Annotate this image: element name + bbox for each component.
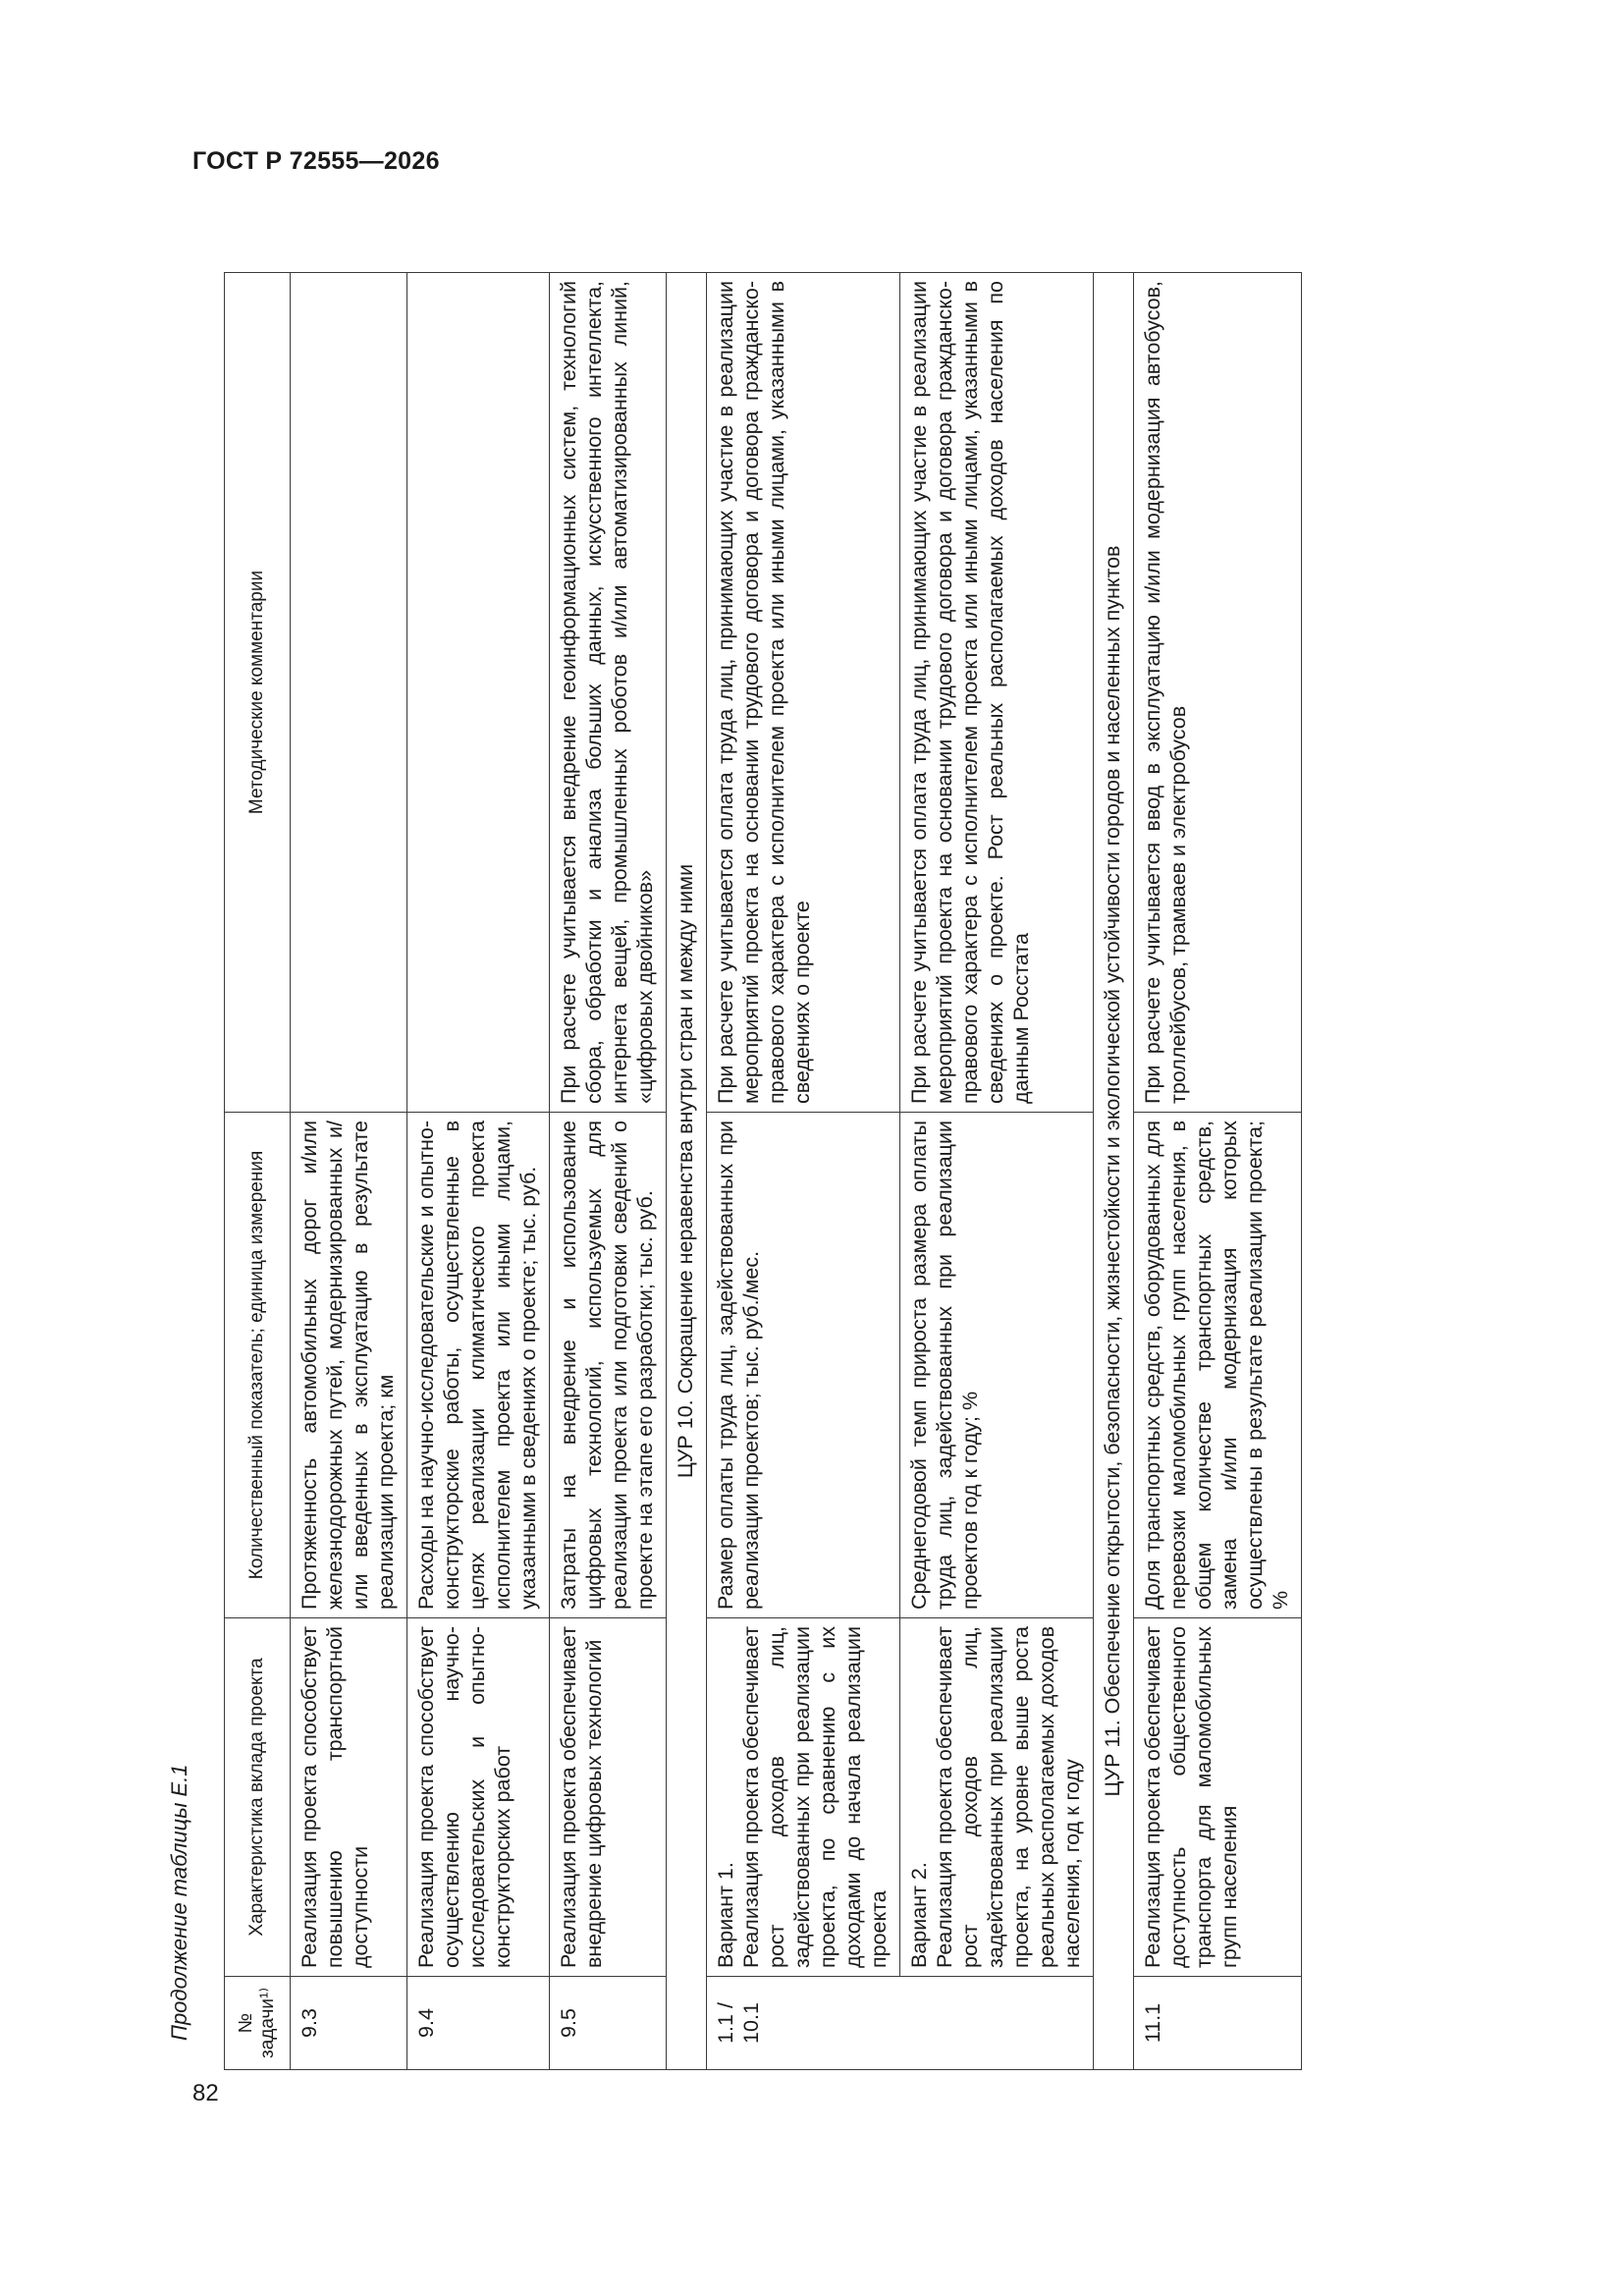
- contribution-cell: Реализация проекта обеспечивает доступность общественного транспорта для маломобильных групп населения: [1134, 1618, 1302, 1977]
- section-row: [667, 273, 707, 2070]
- section-row: [1094, 273, 1134, 2070]
- table-row: [407, 273, 550, 2070]
- comment-cell: При расчете учитывается внедрение геоинформационных систем, технологий сбора, обработки и анализа больших данных, искусственного интеллекта, интернета вещей, промышленных роботов и/или автоматизированных линий, «цифровых двойников»: [550, 273, 667, 1113]
- indicator-cell: Протяженность автомобильных дорог и/или железнодорожных путей, модернизированных и/или введенных в эксплуатацию в результате реализации проекта; км: [291, 1113, 407, 1618]
- indicators-table: [224, 272, 1302, 2070]
- contribution-cell-variant-1: Вариант 1. Реализация проекта обеспечивает рост доходов лиц, задействованных при реализации проекта, по сравнению с их доходами до начала реализации проекта: [707, 1618, 900, 1977]
- comment-cell: При расчете учитывается оплата труда лиц, принимающих участие в реализации мероприятий проекта на основании трудового договора и договора гражданско-правового характера с исполнителем проекта или иными лицами, указанными в сведениях о проекте. Рост реальных располагаемых доходов населения по данным Росстата: [900, 273, 1094, 1113]
- indicator-cell: Размер оплаты труда лиц, задействованных при реализации проектов; тыс. руб./мес.: [707, 1113, 900, 1618]
- table-header-row: [225, 273, 291, 2070]
- table-row: [1134, 273, 1302, 2070]
- header-comments: Методические комментарии: [225, 273, 291, 1113]
- comment-cell: [291, 273, 407, 1113]
- table-row: [550, 273, 667, 2070]
- contribution-cell-variant-2: Вариант 2. Реализация проекта обеспечивает рост доходов лиц, задействованных при реализации проекта, на уровне выше роста реальных располагаемых доходов населения, год к году: [900, 1618, 1094, 1977]
- table-caption: Продолжение таблицы Е.1: [167, 1764, 191, 2041]
- section-heading-sdg-10: ЦУР 10. Сокращение неравенства внутри стран и между ними: [667, 273, 707, 2070]
- task-number: 11.1: [1134, 1977, 1302, 2070]
- indicator-cell: Затраты на внедрение и использование цифровых технологий, используемых для реализации проекта или подготовки сведений о проекте на этапе его разработки; тыс. руб.: [550, 1113, 667, 1618]
- contribution-cell: Реализация проекта способствует осуществлению научно-исследовательских и опытно-конструкторских работ: [407, 1618, 550, 1977]
- contribution-cell: Реализация проекта обеспечивает внедрение цифровых технологий: [550, 1618, 667, 1977]
- indicator-cell: Расходы на научно-исследовательские и опытно-конструкторские работы, осуществленные в целях реализации климатического проекта исполнителем проекта или иными лицами, указанными в сведениях о проекте; тыс. руб.: [407, 1113, 550, 1618]
- table-row: [900, 273, 1094, 2070]
- table-row: [291, 273, 407, 2070]
- comment-cell: При расчете учитывается оплата труда лиц, принимающих участие в реализации мероприятий проекта на основании трудового договора и договора гражданско-правового характера с исполнителем проекта или иными лицами, указанными в сведениях о проекте: [707, 273, 900, 1113]
- task-number: 9.4: [407, 1977, 550, 2070]
- task-number: 1.1 / 10.1: [707, 1977, 1094, 2070]
- indicator-cell: Доля транспортных средств, оборудованных для перевозки маломобильных групп населения, в общем количестве транспортных средств, замена и/или модернизация которых осуществлены в результате реализации проекта; %: [1134, 1113, 1302, 1618]
- contribution-cell: Реализация проекта способствует повышению транспортной доступности: [291, 1618, 407, 1977]
- section-heading-sdg-11: ЦУР 11. Обеспечение открытости, безопасности, жизнестойкости и экологической устойчивости городов и населенных пунктов: [1094, 273, 1134, 2070]
- task-number: 9.3: [291, 1977, 407, 2070]
- table-row: [707, 273, 900, 2070]
- header-contribution: Характеристика вклада проекта: [225, 1618, 291, 1977]
- header-indicator: Количественный показатель; единица измерения: [225, 1113, 291, 1618]
- header-task-number: № задачи¹⁾: [225, 1977, 291, 2070]
- page-number: 82: [192, 2080, 219, 2106]
- indicator-cell: Среднегодовой темп прироста размера оплаты труда лиц, задействованных при реализации проектов год к году; %: [900, 1113, 1094, 1618]
- comment-cell: При расчете учитывается ввод в эксплуатацию и/или модернизация автобусов, троллейбусов, трамваев и электробусов: [1134, 273, 1302, 1113]
- document-code: ГОСТ Р 72555—2026: [192, 147, 440, 175]
- task-number: 9.5: [550, 1977, 667, 2070]
- rotated-table-area: [163, 155, 1508, 2090]
- comment-cell: [407, 273, 550, 1113]
